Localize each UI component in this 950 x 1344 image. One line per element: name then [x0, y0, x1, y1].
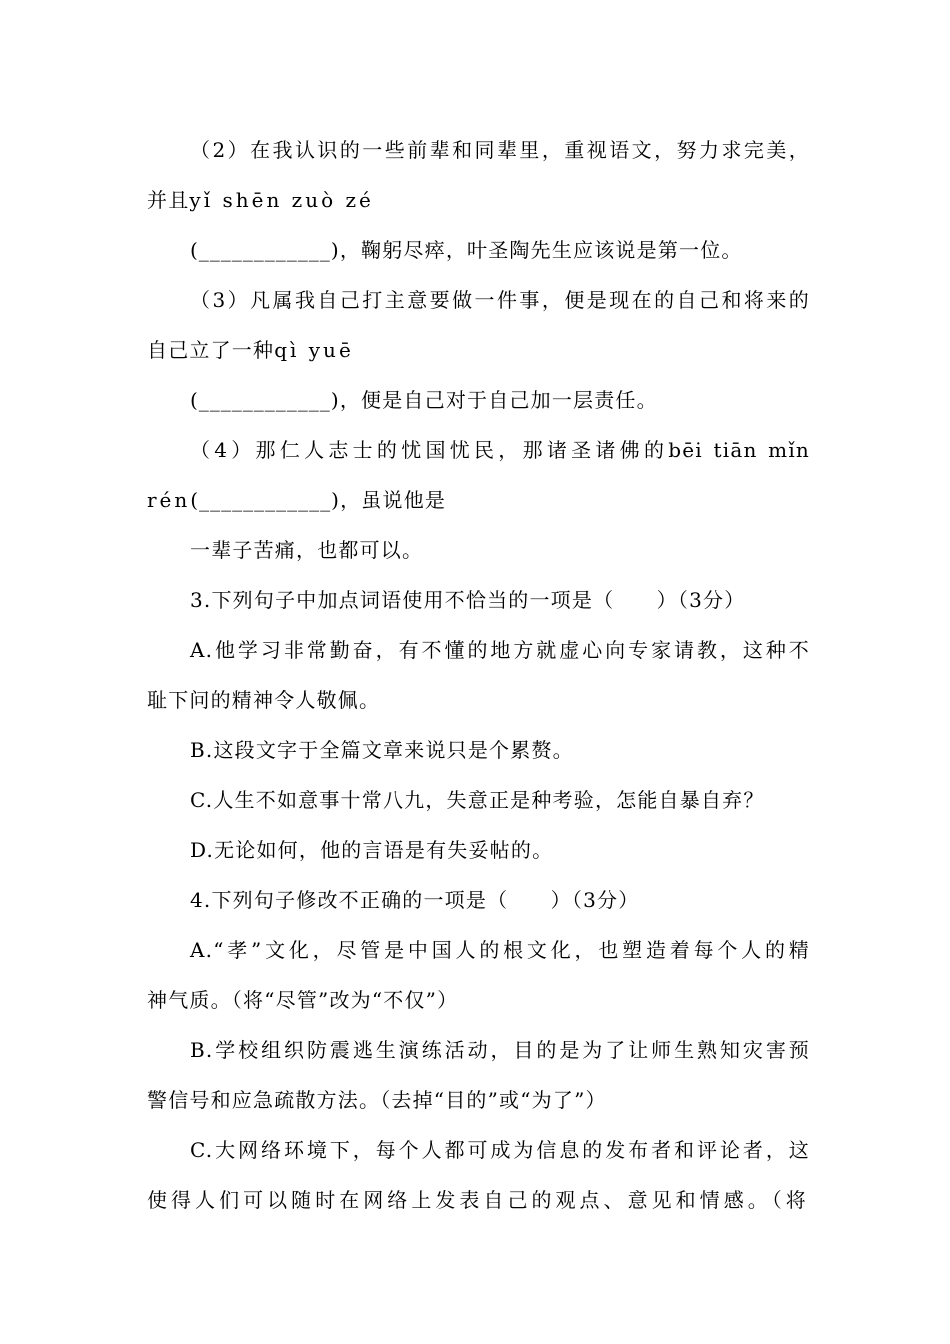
q2-item4-line2 — [147, 484, 807, 516]
q2-item2-line3 — [190, 234, 810, 266]
q2-item3-prefix: 自己立了一种 — [147, 338, 275, 362]
q2-item3-pinyin: qì yuē — [274, 338, 354, 362]
q3-option-a-line1: A.他学习非常勤奋，有不懂的地方就虚心向专家请教，这种不 — [190, 638, 810, 662]
q4-option-a-line2: 神气质。（将“尽管”改为“不仅”） — [147, 988, 459, 1012]
q2-item2-pinyin: yǐ shēn zuò zé — [189, 188, 374, 212]
q4-option-c-line2: 使得人们可以随时在网络上发表自己的观点、意见和情感。（将 — [147, 1188, 807, 1212]
q2-item3-line2 — [147, 334, 807, 366]
q2-item2-suffix: )，鞠躬尽瘁，叶圣陶先生应该说是第一位。 — [330, 238, 743, 262]
q4-option-a-line1: A.“孝”文化，尽管是中国人的根文化，也塑造着每个人的精 — [190, 938, 810, 962]
q4-option-b-line1: B.学校组织防震逃生演练活动，目的是为了让师生熟知灾害预 — [190, 1038, 810, 1062]
q2-item4-line1: （4）那仁人志士的忧国忧民，那诸圣诸佛的bēi tiān mǐn — [190, 438, 810, 462]
q2-item2-line2 — [147, 184, 807, 216]
q3-option-c: C.人生不如意事十常八九，失意正是种考验，怎能自暴自弃？ — [190, 788, 765, 812]
q2-item4-answer-blank[interactable]: (____________ — [190, 488, 332, 512]
q3-option-b: B.这段文字于全篇文章来说只是个累赘。 — [190, 738, 574, 762]
q3-option-a-line2: 耻下问的精神令人敬佩。 — [147, 688, 381, 712]
q2-item3-suffix: )，便是自己对于自己加一层责任。 — [330, 388, 658, 412]
q3-option-d: D.无论如何，他的言语是有失妥帖的。 — [190, 838, 554, 862]
q4-option-b-line2: 警信号和应急疏散方法。（去掉“目的”或“为了”） — [147, 1088, 607, 1112]
q2-item3-line1: （3）凡属我自己打主意要做一件事，便是现在的自己和将来的 — [190, 288, 810, 312]
q4-option-c-line1: C.大网络环境下，每个人都可成为信息的发布者和评论者，这 — [190, 1138, 810, 1162]
q2-item4-line3: 一辈子苦痛，也都可以。 — [190, 538, 424, 562]
q2-item4-suffix: )，虽说他是 — [331, 488, 447, 512]
q2-item2-line1: （2）在我认识的一些前辈和同辈里，重视语文，努力求完美， — [190, 138, 810, 162]
q2-item2-answer-blank[interactable]: (____________ — [190, 238, 331, 262]
q2-item2-prefix: 并且 — [147, 188, 190, 212]
q2-item4-pinyin: rén — [147, 488, 191, 512]
q3-stem: 3.下列句子中加点词语使用不恰当的一项是（ ）（3分） — [190, 588, 746, 612]
q2-item3-line3 — [190, 384, 810, 416]
q2-item3-answer-blank[interactable]: (____________ — [190, 388, 331, 412]
q4-stem: 4.下列句子修改不正确的一项是（ ）（3分） — [190, 888, 640, 912]
